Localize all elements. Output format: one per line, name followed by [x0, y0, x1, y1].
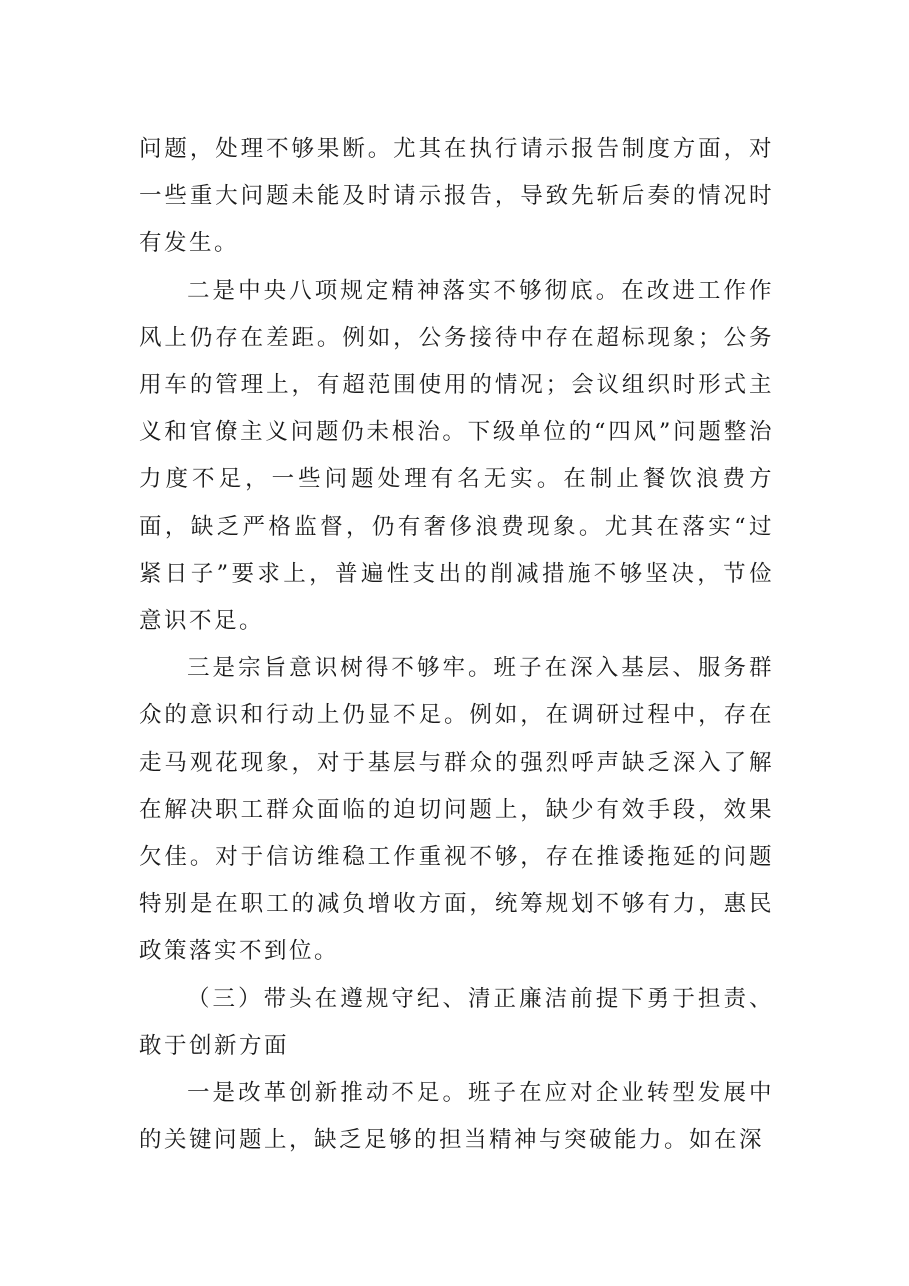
document-body — [139, 126, 774, 1164]
paragraph-purpose-awareness: 三是宗旨意识树得不够牢。班子在深入基层、服务群众的意识和行动上仍显不足。例如，在调研过程中，存在走马观花现象，对于基层与群众的强烈呼声缺乏深入了解在解决职工群众面临的迫切问题上，缺少有效手段，效果欠佳。对于信访维稳工作重视不够，存在推诿拖延的问题特别是在职工的减负增收方面，统筹规划不够有力，惠民政策落实不到位。 — [139, 655, 774, 965]
section-heading-three: （三）带头在遵规守纪、清正廉洁前提下勇于担责、敢于创新方面 — [139, 985, 774, 1059]
paragraph-reform-innovation: 一是改革创新推动不足。班子在应对企业转型发展中的关键问题上，缺乏足够的担当精神与突破能力。如在深 — [139, 1080, 774, 1154]
paragraph-continuation: 问题，处理不够果断。尤其在执行请示报告制度方面，对一些重大问题未能及时请示报告，导致先斩后奏的情况时有发生。 — [139, 136, 774, 257]
paragraph-eight-regulations: 二是中央八项规定精神落实不够彻底。在改进工作作风上仍存在差距。例如，公务接待中存在超标现象；公务用车的管理上，有超范围使用的情况；会议组织时形式主义和官僚主义问题仍未根治。下级单位的“四风”问题整治力度不足，一些问题处理有名无实。在制止餐饮浪费方面，缺乏严格监督，仍有奢侈浪费现象。尤其在落实“过紧日子”要求上，普遍性支出的削减措施不够坚决，节俭意识不足。 — [139, 277, 774, 635]
